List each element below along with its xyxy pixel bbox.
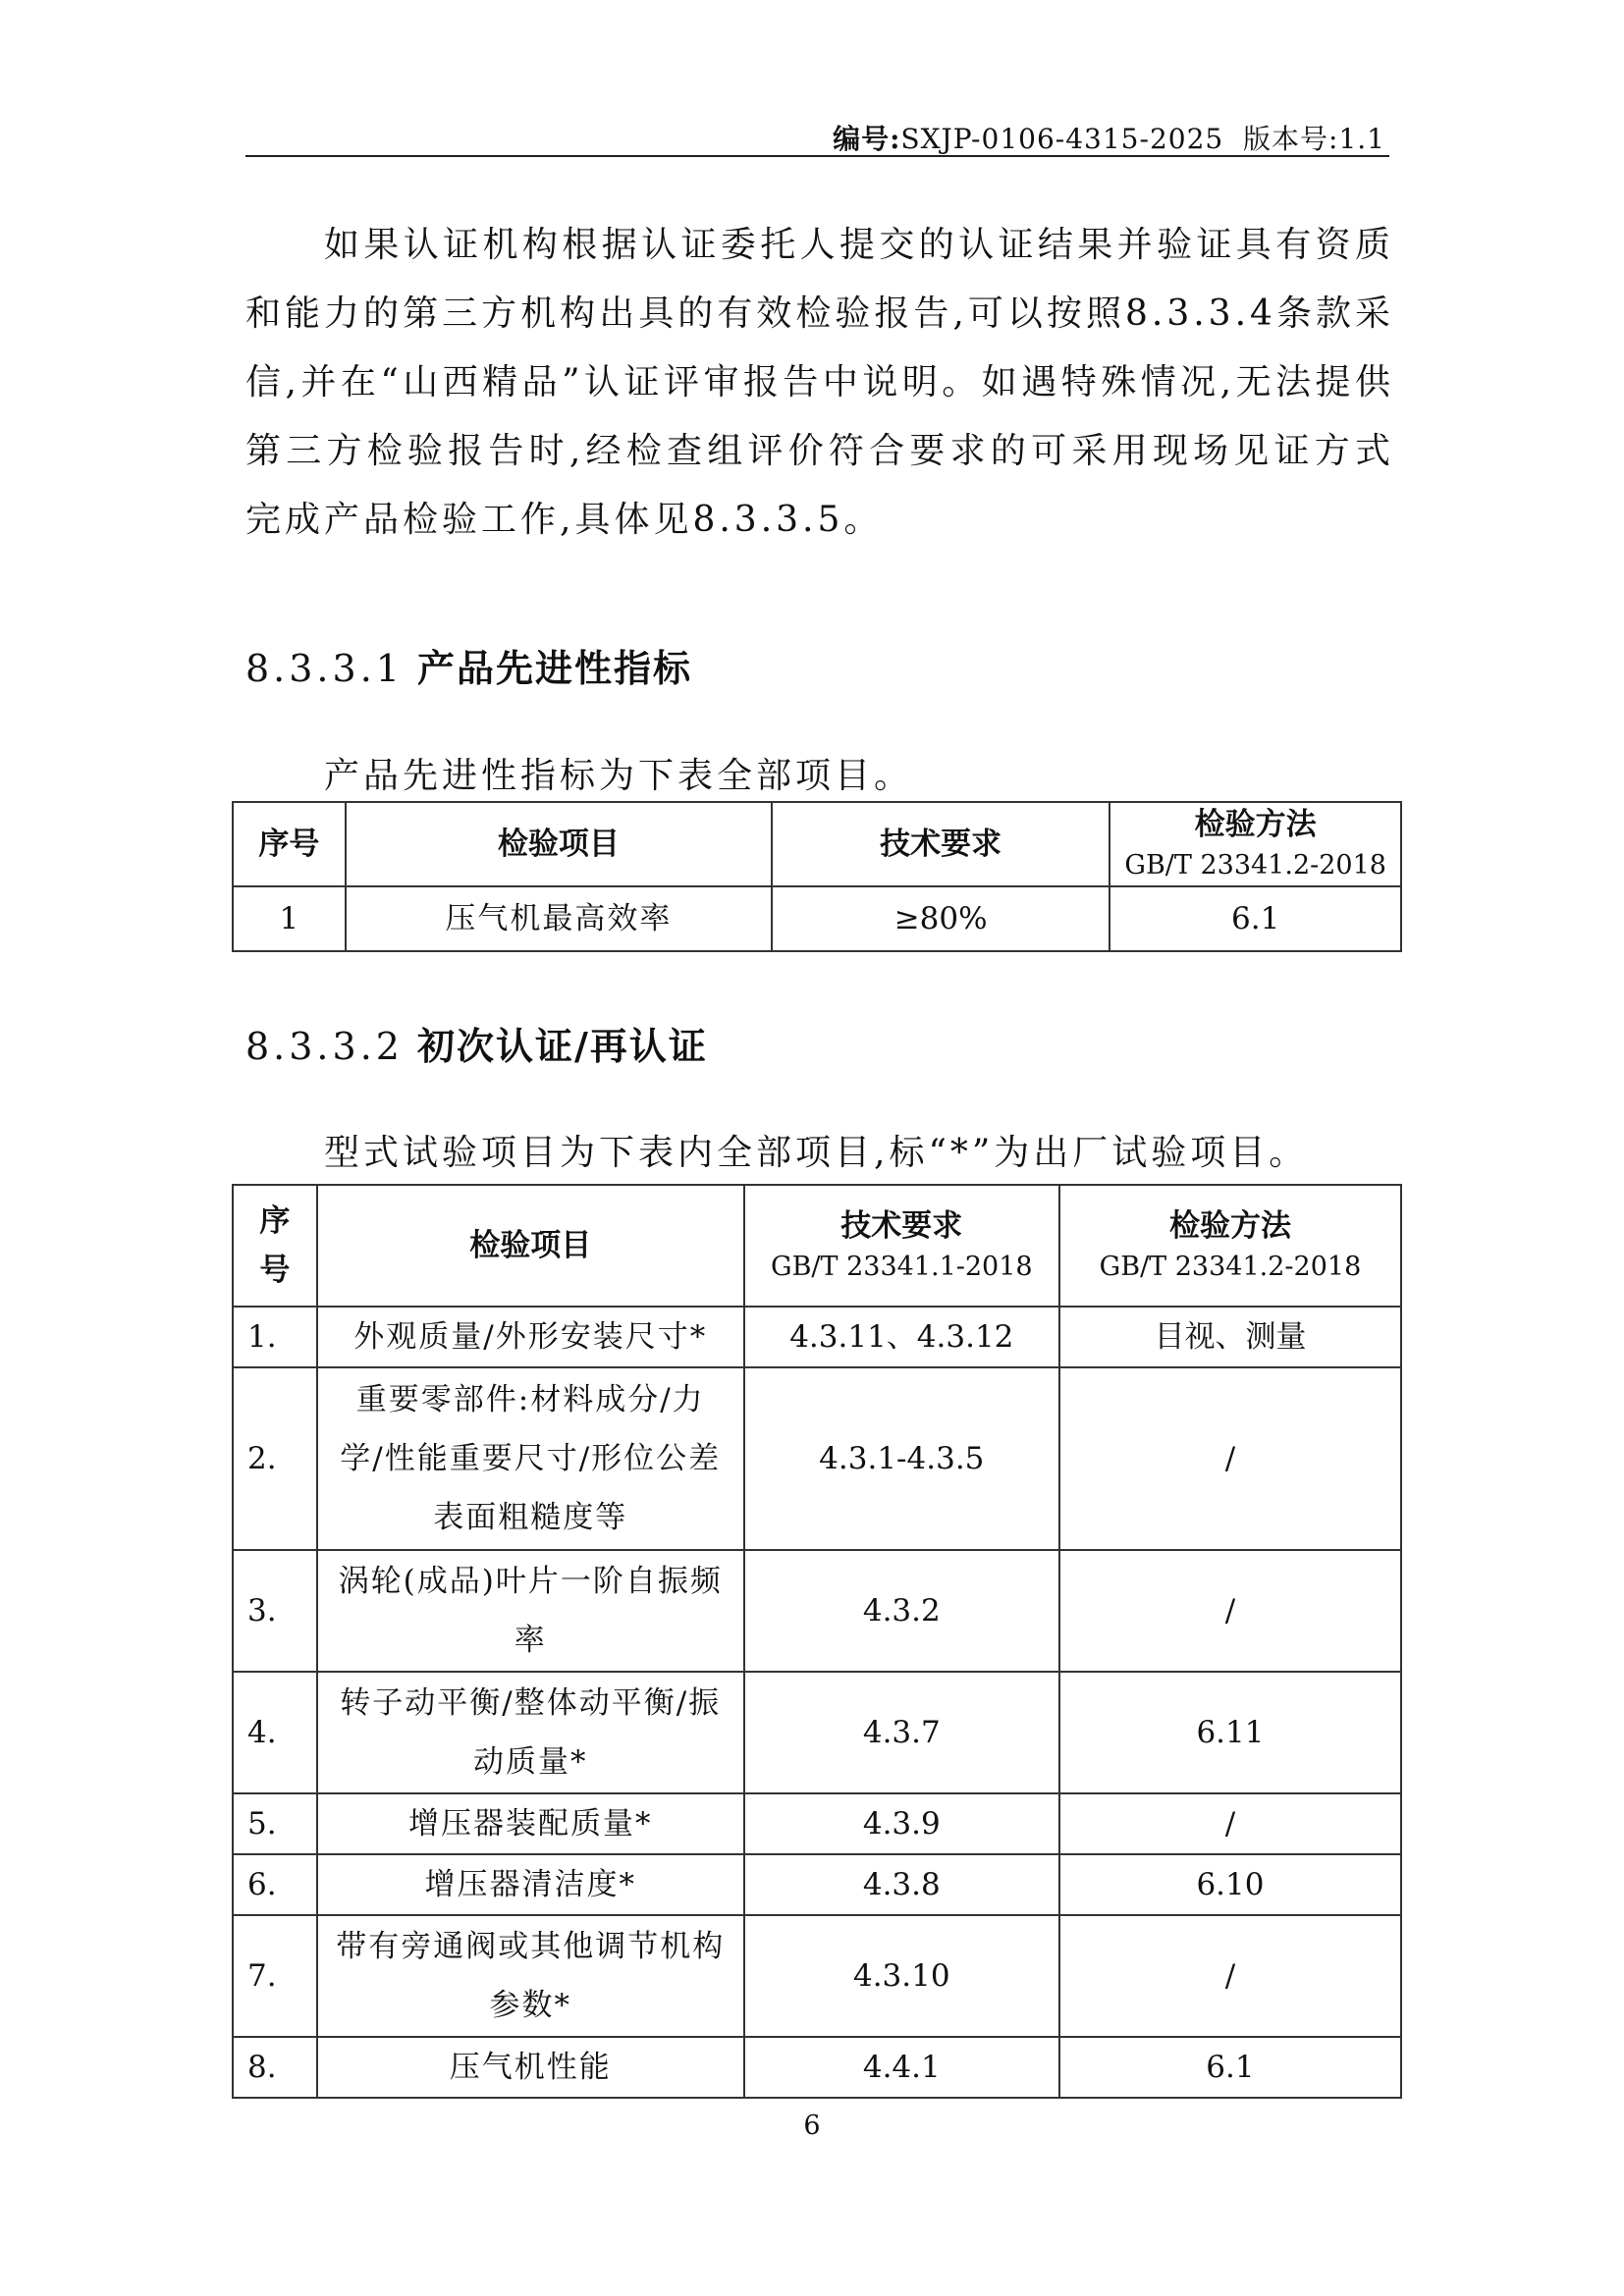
table-header-row xyxy=(233,1185,1401,1307)
cell-req: 4.3.1-4.3.5 xyxy=(744,1367,1059,1550)
cell-seq: 1. xyxy=(233,1307,317,1367)
section-title: 初次认证/再认证 xyxy=(417,1024,708,1068)
table-row xyxy=(233,1672,1401,1793)
header-req xyxy=(744,1185,1059,1307)
table-row xyxy=(233,1550,1401,1672)
cell-req: 4.3.7 xyxy=(744,1672,1059,1793)
cell-item-text: 带有旁通阀或其他调节机构参数* xyxy=(336,1929,726,2023)
cell-seq: 6. xyxy=(233,1854,317,1915)
section-number: 8.3.3.1 xyxy=(245,647,404,690)
cell-item-text: 重要零部件:材料成分/力学/性能重要尺寸/形位公差表面粗糙度等 xyxy=(340,1382,722,1535)
cell-seq: 3. xyxy=(233,1550,317,1672)
header-item: 检验项目 xyxy=(346,802,772,886)
cell-method: 6.10 xyxy=(1059,1854,1401,1915)
cell-req: 4.4.1 xyxy=(744,2037,1059,2098)
type-test-table xyxy=(232,1184,1402,2099)
cell-req: ≥80% xyxy=(772,886,1110,951)
header-method xyxy=(1110,802,1401,886)
section-intro-1: 产品先进性指标为下表全部项目。 xyxy=(324,756,914,796)
header-req: 技术要求 xyxy=(772,802,1110,886)
code-label: 编号: xyxy=(833,123,901,155)
page-number: 6 xyxy=(803,2110,821,2141)
header-method xyxy=(1059,1185,1401,1307)
table-row xyxy=(233,1367,1401,1550)
advanced-indicator-table xyxy=(232,801,1402,952)
cell-item xyxy=(317,1672,744,1793)
section-intro-2: 型式试验项目为下表内全部项目,标“*”为出厂试验项目。 xyxy=(324,1133,1309,1173)
document-code xyxy=(833,118,1385,157)
header-method-label: 检验方法 xyxy=(1194,807,1317,842)
cell-method: / xyxy=(1059,1367,1401,1550)
cell-method: / xyxy=(1059,1550,1401,1672)
cell-method: 6.1 xyxy=(1059,2037,1401,2098)
cell-req: 4.3.10 xyxy=(744,1915,1059,2037)
table-row xyxy=(233,1307,1401,1367)
table-row xyxy=(233,1915,1401,2037)
body-paragraph: 如果认证机构根据认证委托人提交的认证结果并验证具有资质和能力的第三方机构出具的有效检验报告,可以按照8.3.3.4条款采信,并在“山西精品”认证评审报告中说明。如遇特殊情况,无法提供第三方检验报告时,经检查组评价符合要求的可采用现场见证方式完成产品检验工作,具体见8.3.3.5。 xyxy=(245,225,1394,540)
cell-seq: 7. xyxy=(233,1915,317,2037)
cell-method: 6.11 xyxy=(1059,1672,1401,1793)
section-number: 8.3.3.2 xyxy=(245,1025,404,1068)
header-item: 检验项目 xyxy=(317,1185,744,1307)
cell-method: / xyxy=(1059,1793,1401,1854)
cell-item-text: 转子动平衡/整体动平衡/振动质量* xyxy=(340,1685,722,1780)
cell-item xyxy=(317,1367,744,1550)
header-req-label: 技术要求 xyxy=(840,1208,963,1244)
version-value: 1.1 xyxy=(1338,123,1385,155)
section-heading-2 xyxy=(245,1016,708,1070)
cell-item xyxy=(317,1550,744,1672)
cell-req: 4.3.2 xyxy=(744,1550,1059,1672)
cell-item: 增压器装配质量* xyxy=(317,1793,744,1854)
cell-seq: 8. xyxy=(233,2037,317,2098)
header-method-standard: GB/T 23341.2-2018 xyxy=(1124,850,1386,881)
section-heading-1 xyxy=(245,638,692,692)
cell-method: 目视、测量 xyxy=(1059,1307,1401,1367)
code-value: SXJP-0106-4315-2025 xyxy=(900,123,1224,155)
header-req-standard: GB/T 23341.1-2018 xyxy=(771,1252,1033,1282)
header-seq xyxy=(233,1185,317,1307)
cell-method: / xyxy=(1059,1915,1401,2037)
cell-item: 压气机最高效率 xyxy=(346,886,772,951)
cell-item: 外观质量/外形安装尺寸* xyxy=(317,1307,744,1367)
cell-req: 4.3.9 xyxy=(744,1793,1059,1854)
header-seq: 序号 xyxy=(233,802,346,886)
table-row xyxy=(233,886,1401,951)
cell-seq: 2. xyxy=(233,1367,317,1550)
cell-seq: 1 xyxy=(233,886,346,951)
table-header-row xyxy=(233,802,1401,886)
version-label: 版本号: xyxy=(1243,123,1339,155)
table-row xyxy=(233,2037,1401,2098)
table-row xyxy=(233,1793,1401,1854)
cell-method: 6.1 xyxy=(1110,886,1401,951)
header-method-standard: GB/T 23341.2-2018 xyxy=(1099,1252,1362,1282)
cell-req: 4.3.8 xyxy=(744,1854,1059,1915)
cell-item-text: 涡轮(成品)叶片一阶自振频率 xyxy=(338,1564,723,1658)
cell-item: 压气机性能 xyxy=(317,2037,744,2098)
cell-req: 4.3.11、4.3.12 xyxy=(744,1307,1059,1367)
section-title: 产品先进性指标 xyxy=(417,646,693,690)
cell-seq: 4. xyxy=(233,1672,317,1793)
header-method-label: 检验方法 xyxy=(1168,1208,1291,1244)
cell-item: 增压器清洁度* xyxy=(317,1854,744,1915)
cell-seq: 5. xyxy=(233,1793,317,1854)
table-row xyxy=(233,1854,1401,1915)
header-seq-text: 序号 xyxy=(259,1203,291,1288)
cell-item xyxy=(317,1915,744,2037)
page-header xyxy=(245,116,1389,157)
